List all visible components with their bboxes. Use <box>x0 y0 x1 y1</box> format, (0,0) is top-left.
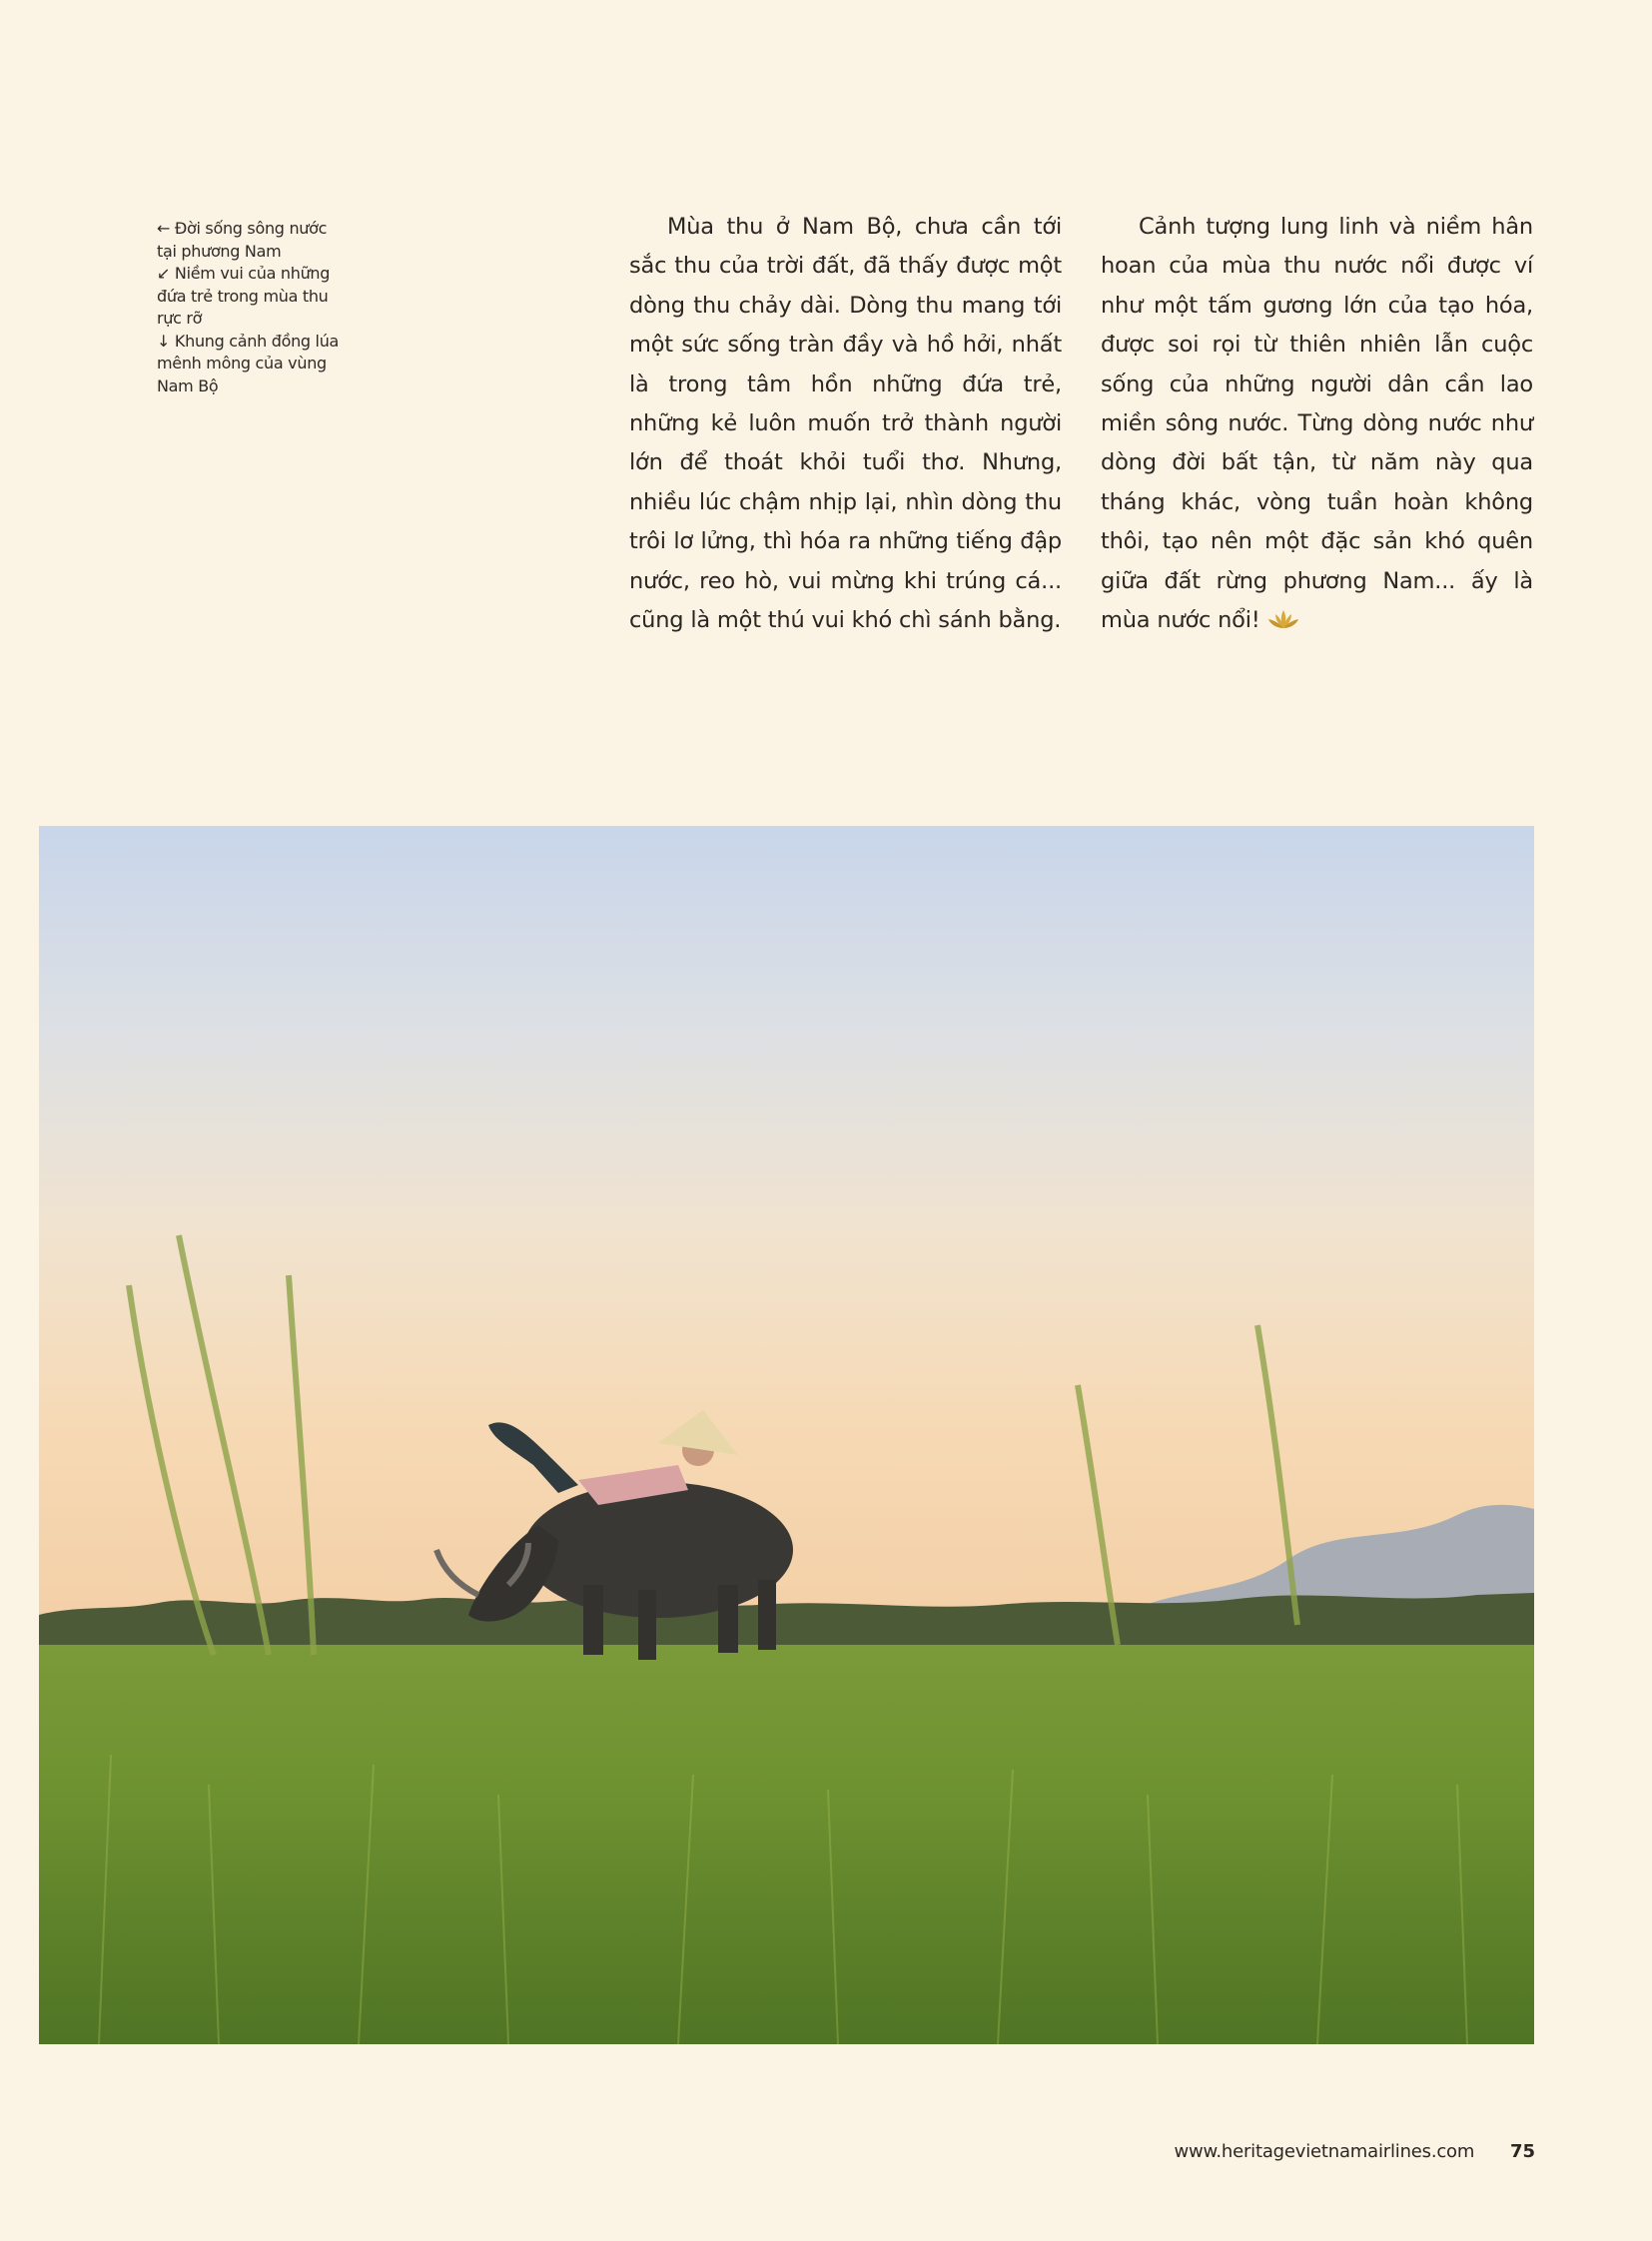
lotus-icon <box>1266 608 1300 630</box>
caption-1-line-2: tại phương Nam <box>157 241 282 261</box>
caption-2-line-1: ↙ Niềm vui của những <box>157 264 331 283</box>
field-photo <box>39 826 1534 2044</box>
caption-2-line-3: rực rỡ <box>157 309 203 328</box>
caption-2-line-2: đứa trẻ trong mùa thu <box>157 286 329 306</box>
website-url: www.heritagevietnamairlines.com <box>1174 2141 1475 2162</box>
page-number: 75 <box>1509 2141 1535 2162</box>
caption-1-line-1: ← Đời sống sông nước <box>157 219 328 238</box>
caption-3-line-3: Nam Bộ <box>157 375 219 395</box>
photo-captions <box>157 218 362 397</box>
rice-field <box>39 1645 1534 2044</box>
page-footer <box>1174 2141 1535 2162</box>
caption-3-line-2: mênh mông của vùng <box>157 354 327 373</box>
sky <box>39 826 1534 1635</box>
article-column-2-text: Cảnh tượng lung linh và niềm hân hoan của mùa thu nước nổi được ví như một tấm gương lớn của tạo hóa, được soi rọi từ thiên nhiên lẫn cuộc sống của những người dân cần lao miền sông nước. Từng dòng nước như dòng đời bất tận, từ năm này qua tháng khác, vòng tuần hoàn không thôi, tạo nên một đặc sản khó quên giữa đất rừng phương Nam... ấy là mùa nước nổi! <box>1101 214 1533 634</box>
caption-3-line-1: ↓ Khung cảnh đồng lúa <box>157 331 340 351</box>
article-column-1: Mùa thu ở Nam Bộ, chưa cần tới sắc thu của trời đất, đã thấy được một dòng thu chảy dài. Dòng thu mang tới một sức sống tràn đầy và hồ hởi, nhất là trong tâm hồn những đứa trẻ, những kẻ luôn muốn trở thành người lớn để thoát khỏi tuổi thơ. Nhưng, nhiều lúc chậm nhịp lại, nhìn dòng thu trôi lơ lửng, thì hóa ra những tiếng đập nước, reo hò, vui mừng khi trúng cá... cũng là một thú vui khó chì sánh bằng. <box>629 214 1062 634</box>
article-column-2 <box>1101 208 1533 640</box>
